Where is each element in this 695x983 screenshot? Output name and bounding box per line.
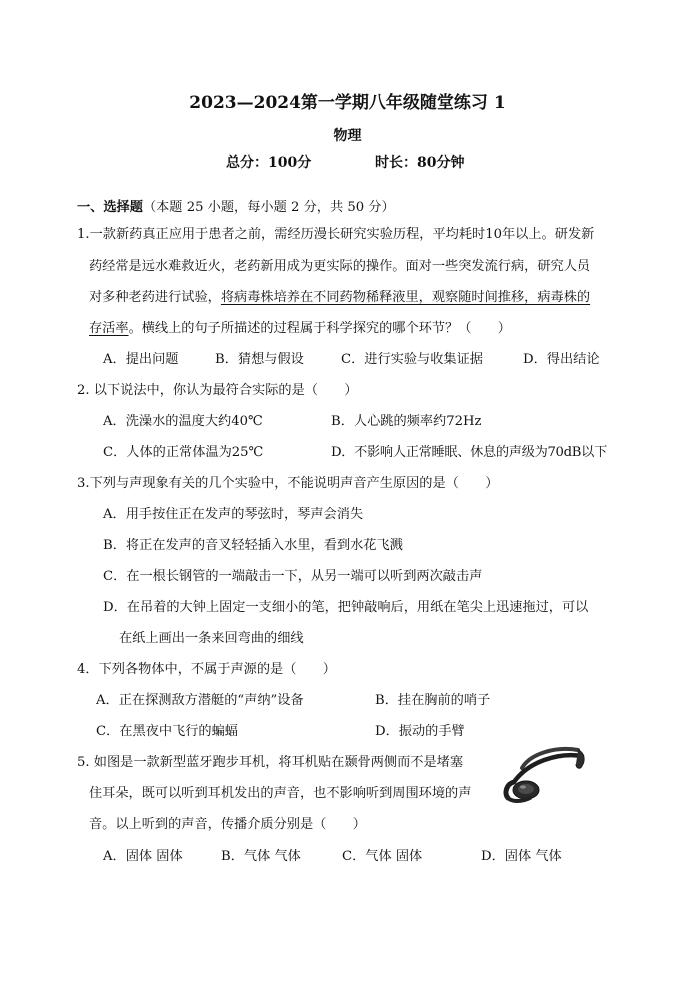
q4-option-b[interactable]: B．挂在胸前的哨子 <box>375 693 491 708</box>
q1-option-a[interactable]: A．提出问题 <box>103 352 179 367</box>
section-heading-label: 一、选择题 <box>77 200 143 215</box>
q1-stem-line-2: 药经常是远水难救近火，老药新用成为更实际的操作。面对一些突发流行病，研究人员 <box>89 259 591 274</box>
q5-stem-line-1: 5. 如图是一款新型蓝牙跑步耳机，将耳机贴在颞骨两侧而不是堵塞 <box>77 755 464 770</box>
q5-option-c[interactable]: C．气体 固体 <box>342 849 423 864</box>
duration: 时长：80分钟 <box>375 155 465 171</box>
q1-stem-line-4 <box>89 317 511 336</box>
q5-option-d[interactable]: D．固体 气体 <box>481 849 562 864</box>
headphones-image <box>500 742 588 806</box>
q2-option-c[interactable]: C．人体的正常体温为25℃ <box>103 445 264 460</box>
q5-stem-line-3: 音。以上听到的声音，传播介质分别是（ ） <box>89 817 366 832</box>
q2-stem: 2. 以下说法中，你认为最符合实际的是（ ） <box>77 383 358 398</box>
q4-option-d[interactable]: D．振动的手臂 <box>375 724 465 739</box>
q5-stem-line-2: 住耳朵，既可以听到耳机发出的声音，也不影响听到周围环境的声 <box>89 786 472 801</box>
q2-option-a[interactable]: A．洗澡水的温度大约40℃ <box>103 414 263 429</box>
exam-title: 2023—2024第一学期八年级随堂练习 1 <box>189 93 506 113</box>
q1-underlined-sentence: 将病毒株培养在不同药物稀释液里，观察随时间推移，病毒株的 <box>220 290 591 305</box>
q3-stem: 3.下列与声现象有关的几个实验中，不能说明声音产生原因的是（ ） <box>77 476 499 491</box>
q4-stem: 4．下列各物体中，不属于声源的是（ ） <box>77 662 336 677</box>
q1-option-c[interactable]: C．进行实验与收集证据 <box>341 352 483 367</box>
q3-option-a[interactable]: A．用手按住正在发声的琴弦时，琴声会消失 <box>103 507 364 522</box>
q3-option-d-continued[interactable]: 在纸上画出一条来回弯曲的细线 <box>119 631 304 646</box>
q2-option-b[interactable]: B．人心跳的频率约72Hz <box>331 414 482 429</box>
q3-option-b[interactable]: B．将正在发声的音叉轻轻插入水里，看到水花飞溅 <box>103 538 403 553</box>
section-heading-note: （本题 25 小题，每小题 2 分，共 50 分） <box>142 200 395 215</box>
subject-title: 物理 <box>333 128 362 144</box>
q1-stem-line-3 <box>89 286 590 305</box>
q1-stem-line-4-text: 。横线上的句子所描述的过程属于科学探究的哪个环节？（ ） <box>128 321 511 336</box>
q1-stem-line-3-text: 对多种老药进行试验， <box>89 290 221 305</box>
q1-stem-line-1: 1.一款新药真正应用于患者之前，需经历漫长研究实验历程，平均耗时10年以上。研发新 <box>77 227 595 242</box>
q5-option-a[interactable]: A．固体 固体 <box>103 849 183 864</box>
total-score: 总分：100分 <box>226 155 312 171</box>
q4-option-a[interactable]: A．正在探测敌方潜艇的“声纳”设备 <box>96 693 304 708</box>
q1-option-d[interactable]: D．得出结论 <box>523 352 600 367</box>
q2-option-d[interactable]: D．不影响人正常睡眠、休息的声级为70dB以下 <box>331 445 607 460</box>
q5-option-b[interactable]: B．气体 气体 <box>221 849 301 864</box>
q4-option-c[interactable]: C．在黑夜中飞行的蝙蝠 <box>96 724 238 739</box>
q3-option-c[interactable]: C．在一根长钢管的一端敲击一下，从另一端可以听到两次敲击声 <box>103 569 483 584</box>
q1-option-b[interactable]: B．猜想与假设 <box>215 352 304 367</box>
section-heading <box>77 196 395 215</box>
q3-option-d[interactable]: D．在吊着的大钟上固定一支细小的笔，把钟敲响后，用纸在笔尖上迅速拖过，可以 <box>103 600 589 615</box>
q1-underlined-sentence-end: 存活率 <box>89 321 129 336</box>
